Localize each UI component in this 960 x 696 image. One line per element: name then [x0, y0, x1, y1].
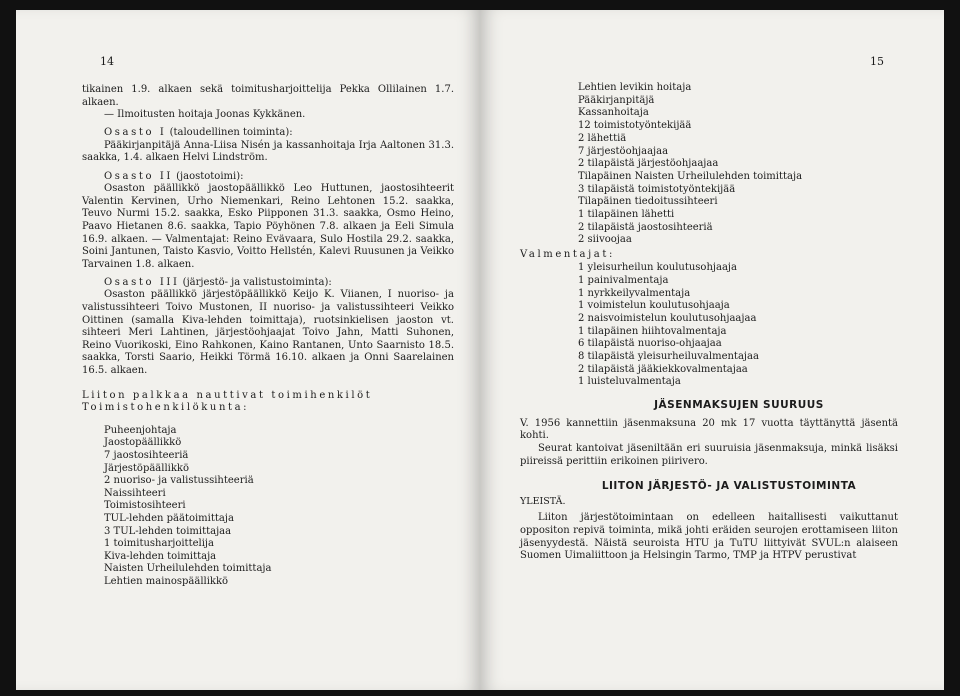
intro-paragraph: tikainen 1.9. alkaen sekä toimitusharjoittelija Pekka Ollilainen 1.7. alkaen. [82, 84, 454, 108]
dept3-body: Osaston päällikkö järjestöpäällikkö Keijo K. Viianen, I nuoriso- ja valistussihteeri Toivo Mustonen, II nuoriso- ja valistussihteeri Veikko Oittinen (samalla Kiva-lehden toimittaja), ruotsinkielisen jaoston vt. sihteeri Meri Lahtinen, järjestöohjaajat Toivo Jahn, Matti Suhonen, Reino Vuorikoski, Eino Rahkonen, Kaino Rantanen, Unto Saarnisto 18.5. saakka, Torsti Saario, Heikki Törmä 16.10. alkaen ja Onni Saarelainen 16.5. alkaen. [82, 289, 454, 376]
list-item: 2 nuoriso- ja valistussihteeriä [104, 475, 254, 487]
list-item: 7 jaostosihteeriä [104, 449, 189, 461]
liitto-paragraph: Liiton järjestötoimintaan on edelleen haitallisesti vaikuttanut oppositon repivä toiminta, mikä johti eräiden seurojen erottamiseen liiton jäsenyydestä. Näistä seuroista HTU ja TuTU liittyivät SVUL:n alaiseen Suomen Uimaliittoon ja Helsingin Tarmo, TMP ja HTPV perustivat [520, 512, 898, 562]
right-page [480, 10, 944, 690]
list-item: 2 tilapäistä jääkiekkovalmentajaa [578, 363, 748, 375]
dept1-heading-line [82, 127, 454, 140]
list-item: 1 tilapäinen lähetti [578, 209, 675, 221]
list-item: Lehtien levikin hoitaja [578, 82, 692, 93]
left-text-column [82, 84, 454, 588]
dept2-heading: Osasto II [104, 170, 173, 182]
staff-role-list [520, 82, 898, 247]
dues-paragraph-1: V. 1956 kannettiin jäsenmaksuna 20 mk 17 vuotta täyttänyttä jäsentä kohti. [520, 417, 898, 442]
left-page [16, 10, 480, 690]
list-item: 1 tilapäinen hiihtovalmentaja [578, 325, 727, 337]
list-item: Naisten Urheilulehden toimittaja [104, 563, 272, 575]
list-item: Puheenjohtaja [104, 424, 177, 436]
dues-heading: JÄSENMAKSUJEN SUURUUS [654, 399, 824, 412]
list-item: Naissihteeri [104, 487, 166, 499]
dept1-body: Pääkirjanpitäjä Anna-Liisa Nisén ja kassanhoitaja Irja Aaltonen 31.3. saakka, 1.4. alkaen Helvi Lindström. [82, 139, 454, 164]
list-item: 2 lähettiä [578, 132, 627, 144]
list-item: 2 tilapäistä jaostosihteeriä [578, 221, 713, 233]
liitto-heading: LIITON JÄRJESTÖ- JA VALISTUSTOIMINTA [601, 480, 857, 493]
notices-line: — Ilmoitusten hoitaja Joonas Kykkänen. [104, 109, 306, 121]
list-item: 2 naisvoimistelun koulutusohjaajaa [578, 312, 757, 324]
trainer-list [578, 249, 759, 389]
page-number-left: 14 [100, 55, 114, 68]
list-item: TUL-lehden päätoimittaja [104, 512, 234, 524]
list-item: Toimistosihteeri [104, 500, 186, 512]
list-item: 3 TUL-lehden toimittajaa [104, 525, 232, 537]
trainers-section [520, 249, 898, 389]
list-item: 3 tilapäistä toimistotyöntekijää [578, 183, 736, 195]
trainers-label: Valmentajat: [520, 249, 615, 261]
dept2-body: Osaston päällikkö jaostopäällikkö Leo Huttunen, jaostosihteerit Valentin Kervinen, Urho Niemenkari, Reino Lehtonen 15.2. saakka, Teuvo Nurmi 15.2. saakka, Esko Piipponen 31.3. saakka, Osmo Heino, Paavo Hietanen 8.6. saakka, Tapio Pöyhönen 7.8. alkaen ja Eeli Simula 16.9. alkaen. — Valmentajat: Reino Evävaara, Sulo Hostila 29.2. saakka, Soini Jantunen, Taisto Kasvio, Voitto Hellstén, Kalevi Ruusunen ja Veikko Tarvainen 1.8. alkaen. [82, 183, 454, 270]
list-item: 7 järjestöohjaajaa [578, 145, 669, 157]
page-number-right: 15 [870, 55, 884, 68]
list-item: 1 nyrkkeilyvalmentaja [578, 287, 691, 299]
right-text-column [520, 82, 898, 563]
dept3-subheading: (järjestö- ja valistustoiminta): [179, 276, 332, 288]
list-item: Pääkirjanpitäjä [578, 94, 655, 106]
dept1-heading: Osasto I [104, 127, 167, 139]
salary-heading: Liiton palkkaa nauttivat toimihenkilöt [82, 389, 373, 401]
office-staff-heading: Toimistohenkilökunta: [82, 402, 250, 414]
dept2-subheading: (jaostotoimi): [172, 170, 244, 182]
staff-title-list [82, 425, 454, 589]
dues-paragraph-2: Seurat kantoivat jäseniltään eri suuruisia jäsenmaksuja, minkä lisäksi piireissä perittiin erikoinen piirivero. [520, 442, 898, 467]
list-item: 1 painivalmentaja [578, 274, 669, 286]
list-item: Kassanhoitaja [578, 107, 649, 119]
list-item: Jaostopäällikkö [104, 437, 182, 449]
list-item: 1 yleisurheilun koulutusohjaaja [578, 262, 737, 274]
list-item: 6 tilapäistä nuoriso-ohjaajaa [578, 338, 722, 350]
dept3-heading-line [82, 277, 454, 290]
liitto-subheading: YLEISTÄ. [520, 495, 566, 507]
list-item: 2 tilapäistä järjestöohjaajaa [578, 158, 719, 170]
list-item: Kiva-lehden toimittaja [104, 550, 217, 562]
list-item: 12 toimistotyöntekijää [578, 120, 692, 132]
list-item: 1 toimitusharjoittelija [104, 538, 214, 550]
dept2-heading-line [82, 171, 454, 184]
list-item: Lehtien mainospäällikkö [104, 575, 229, 587]
list-item: 2 siivoojaa [578, 234, 632, 246]
list-item: Järjestöpäällikkö [104, 462, 189, 474]
list-item: Tilapäinen Naisten Urheilulehden toimittaja [578, 170, 803, 182]
list-item: 1 luisteluvalmentaja [578, 376, 681, 388]
list-item: 8 tilapäistä yleisurheiluvalmentajaa [578, 351, 759, 363]
dept1-subheading: (taloudellinen toiminta): [166, 127, 293, 139]
list-item: 1 voimistelun koulutusohjaaja [578, 300, 730, 312]
dept3-heading: Osasto III [104, 276, 180, 288]
list-item: Tilapäinen tiedoitussihteeri [578, 196, 718, 208]
